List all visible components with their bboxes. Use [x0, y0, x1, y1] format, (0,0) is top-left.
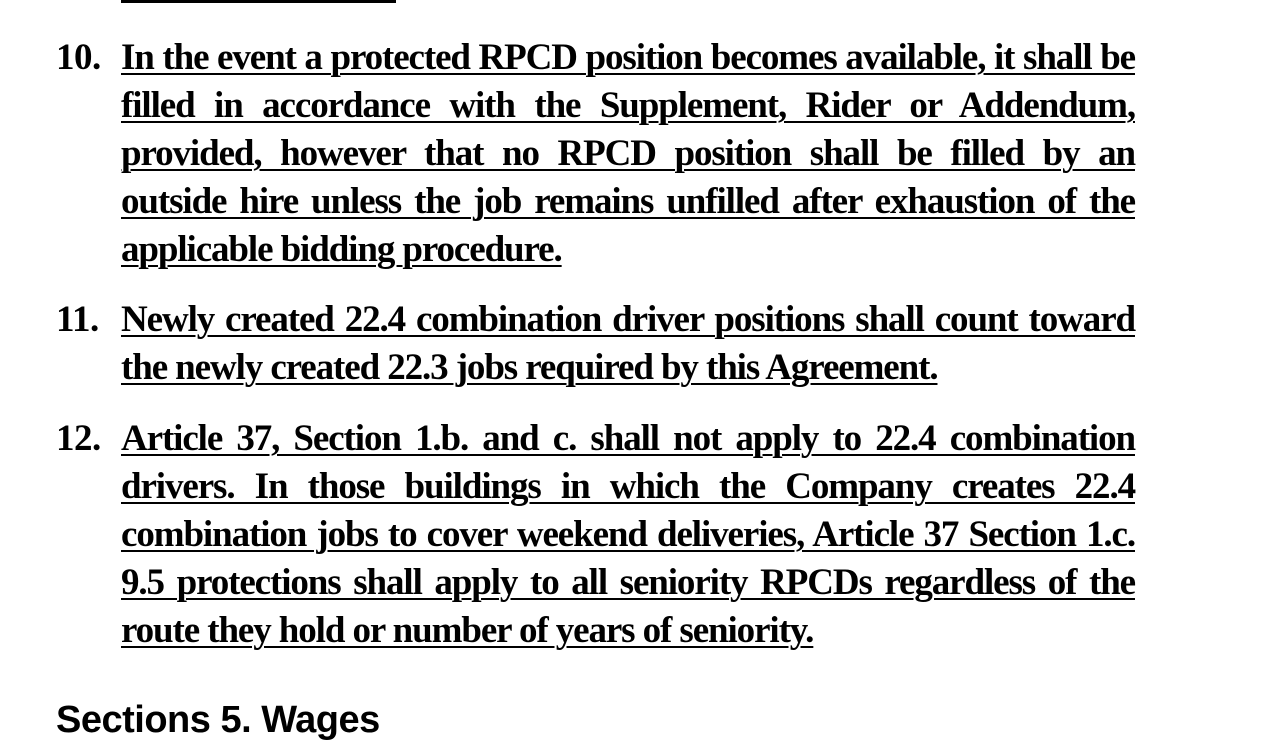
- item-number: 10.: [56, 37, 101, 78]
- item-text: Article 37, Section 1.b. and c. shall not apply to 22.4 combination drivers. In those buildings in which the Company creates 22.4 combination jobs to cover weekend deliveries, Article 37 Section 1.c. 9.5 protections shall apply to all seniority RPCDs regardless of the route they hold or number of years of seniority.: [121, 418, 1135, 651]
- item-number: 11.: [56, 299, 99, 340]
- item-text: In the event a protected RPCD position becomes available, it shall be filled in accordance with the Supplement, Rider or Addendum, provided, however that no RPCD position shall be filled by an outside hire unless the job remains unfilled after exhaustion of the applicable bidding procedure.: [121, 37, 1135, 270]
- section-heading: Sections 5. Wages: [56, 699, 380, 741]
- underline-fragment: [121, 0, 396, 3]
- item-number: 12.: [56, 418, 101, 459]
- item-text: Newly created 22.4 combination driver positions shall count toward the newly created 22.3 jobs required by this Agreement.: [121, 299, 1135, 388]
